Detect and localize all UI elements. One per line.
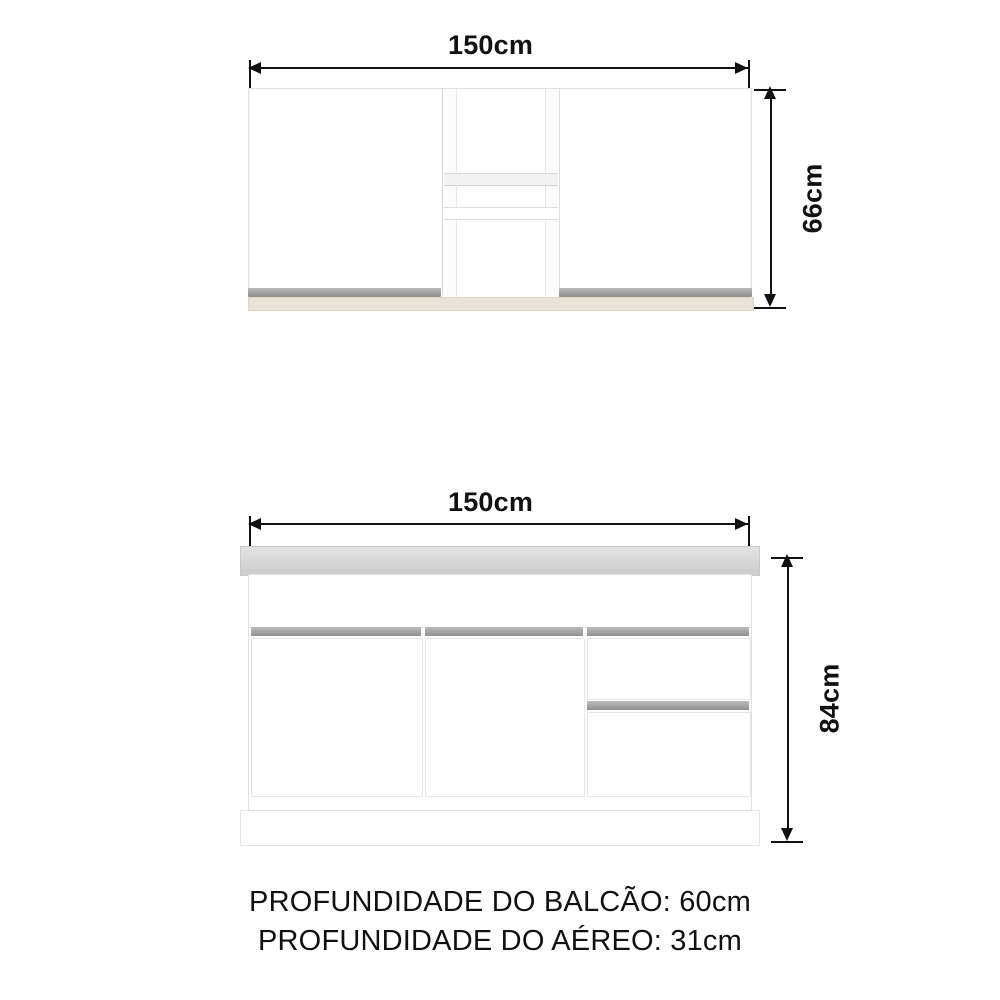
lower-height-arrow-down: [781, 828, 793, 841]
countertop: [240, 546, 760, 576]
lower-door-right: [587, 712, 751, 797]
drawer-handle-right: [587, 627, 749, 636]
lower-height-line: [787, 565, 789, 830]
upper-door-right: [557, 88, 752, 290]
upper-handle-left: [248, 288, 441, 297]
lower-cabinet: [240, 546, 758, 844]
upper-height-arrow-down: [764, 294, 776, 307]
upper-height-label: 66cm: [797, 163, 828, 234]
niche-shelf-upper: [444, 173, 558, 186]
lower-height-label: 84cm: [814, 663, 845, 734]
lower-height-tick-top: [771, 557, 803, 559]
lower-width-line: [252, 523, 748, 525]
niche-side-left: [443, 89, 457, 302]
upper-base-trim: [248, 297, 754, 311]
niche-shelf-lower: [444, 207, 558, 220]
lower-height-tick-bottom: [771, 841, 803, 843]
drawer-handle-left: [251, 627, 421, 636]
lower-door-left: [251, 638, 423, 797]
upper-height-tick-top: [754, 89, 786, 91]
upper-height-arrow-up: [764, 86, 776, 99]
caption-upper-depth: PROFUNDIDADE DO AÉREO: 31cm: [258, 925, 742, 957]
lower-width-arrow-right: [735, 518, 748, 530]
upper-height-tick-bottom: [754, 307, 786, 309]
upper-door-left: [248, 88, 443, 290]
upper-cabinet: [248, 88, 752, 318]
lower-cabinet-body: [248, 574, 752, 818]
drawer-handle-middle: [425, 627, 583, 636]
upper-width-arrow-right: [735, 62, 748, 74]
drawer-handle-right-lower: [587, 701, 749, 710]
upper-open-niche: [442, 88, 560, 303]
top-drawer-front: [249, 575, 751, 628]
upper-width-line: [252, 67, 748, 69]
lower-drawer-right-upper: [587, 638, 751, 700]
niche-side-right: [545, 89, 559, 302]
lower-width-label: 150cm: [448, 487, 534, 517]
caption-counter-depth: PROFUNDIDADE DO BALCÃO: 60cm: [249, 886, 751, 918]
toe-kick: [240, 810, 760, 846]
upper-height-line: [770, 96, 772, 296]
upper-width-label: 150cm: [448, 30, 534, 60]
lower-height-arrow-up: [781, 554, 793, 567]
lower-door-middle: [425, 638, 585, 797]
upper-handle-right: [559, 288, 752, 297]
